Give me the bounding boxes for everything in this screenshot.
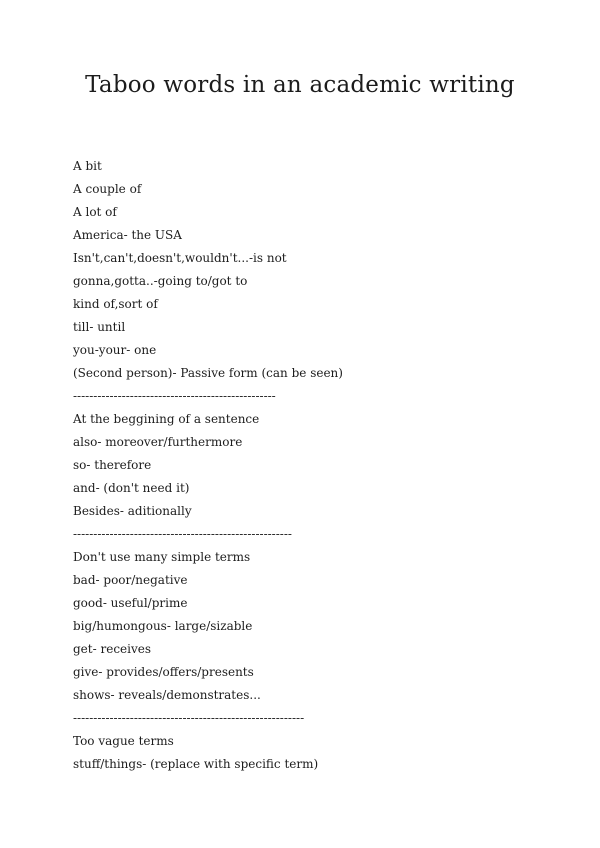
list-item: get- receives [73, 642, 152, 656]
list-item: Isn't,can't,doesn't,wouldn't...-is not [73, 251, 287, 265]
list-item: A couple of [73, 182, 142, 196]
list-item: stuff/things- (replace with specific term) [73, 757, 319, 771]
section-heading: Too vague terms [73, 734, 174, 748]
word-list [73, 155, 343, 776]
list-item: shows- reveals/demonstrates... [73, 688, 261, 702]
divider: ------------------------------------------------------ [73, 527, 292, 541]
page-title: Taboo words in an academic writing [85, 72, 515, 98]
list-item: big/humongous- large/sizable [73, 619, 253, 633]
list-item: good- useful/prime [73, 596, 188, 610]
list-item: A lot of [73, 205, 117, 219]
list-item: Besides- aditionally [73, 504, 192, 518]
list-item: bad- poor/negative [73, 573, 188, 587]
divider: -------------------------------------------------- [73, 389, 276, 403]
list-item: A bit [73, 159, 102, 173]
list-item: kind of,sort of [73, 297, 158, 311]
list-item: also- moreover/furthermore [73, 435, 243, 449]
list-item: give- provides/offers/presents [73, 665, 254, 679]
list-item: till- until [73, 320, 126, 334]
divider: --------------------------------------------------------- [73, 711, 305, 725]
list-item: gonna,gotta..-going to/got to [73, 274, 248, 288]
list-item: (Second person)- Passive form (can be seen) [73, 366, 343, 380]
list-item: America- the USA [73, 228, 182, 242]
section-heading: Don't use many simple terms [73, 550, 251, 564]
list-item: you-your- one [73, 343, 157, 357]
section-heading: At the beggining of a sentence [73, 412, 260, 426]
list-item: so- therefore [73, 458, 152, 472]
list-item: and- (don't need it) [73, 481, 190, 495]
